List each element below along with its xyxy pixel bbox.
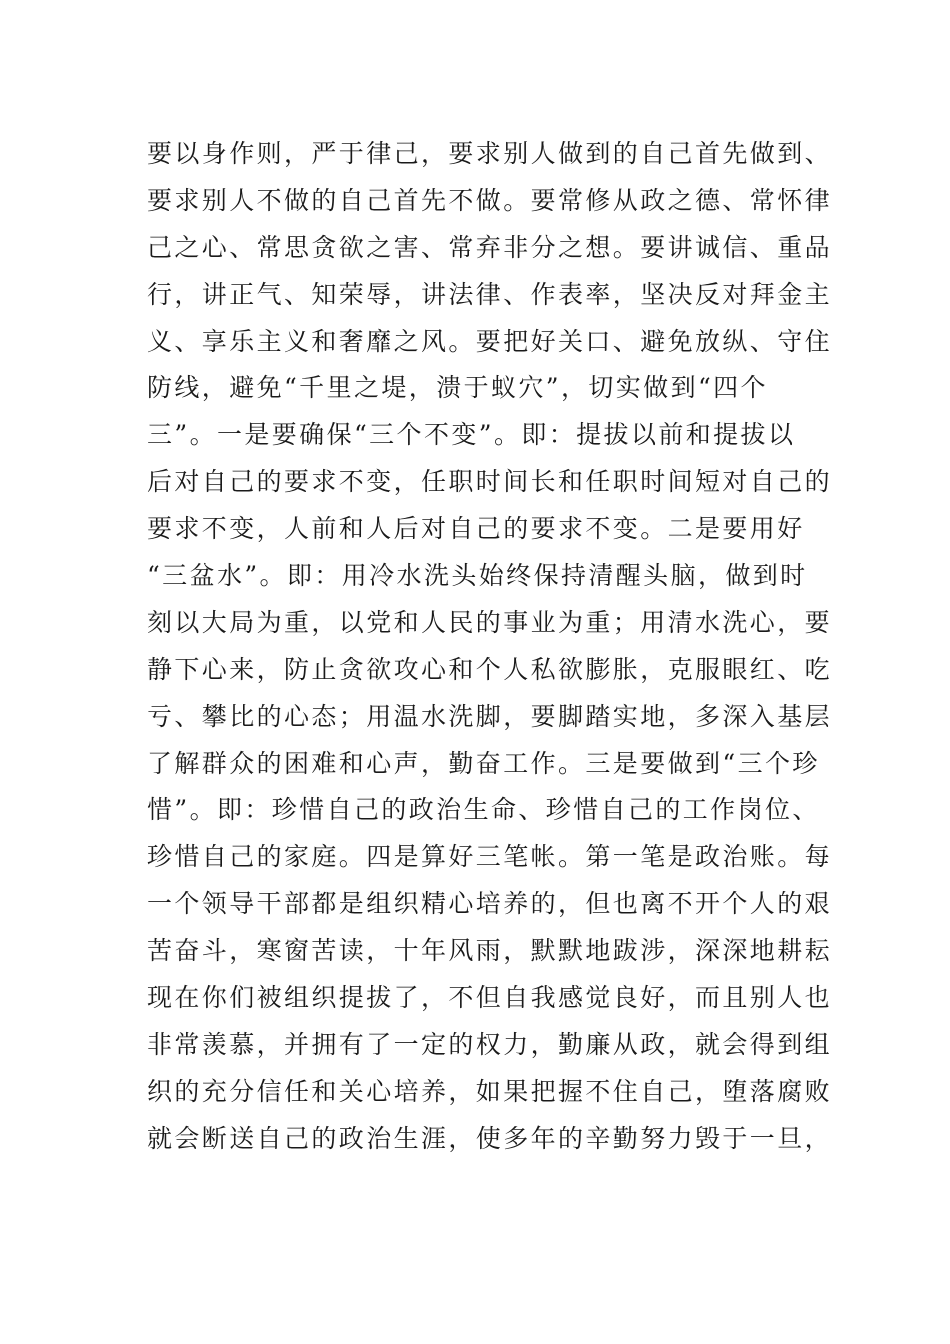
body-text xyxy=(147,131,833,1163)
text-line: 后对自己的要求不变，任职时间长和任职时间短对自己的 xyxy=(147,467,833,497)
text-line: 己之心、常思贪欲之害、常弃非分之想。要讲诚信、重品 xyxy=(147,232,833,262)
text-line: 非常羡慕，并拥有了一定的权力，勤廉从政，就会得到组 xyxy=(147,1029,833,1059)
text-line: 静下心来，防止贪欲攻心和个人私欲膨胀，克服眼红、吃 xyxy=(147,654,833,684)
text-line: 现在你们被组织提拔了，不但自我感觉良好，而且别人也 xyxy=(147,983,833,1013)
text-line: 就会断送自己的政治生涯，使多年的辛勤努力毁于一旦， xyxy=(147,1123,833,1153)
text-line: 亏、攀比的心态；用温水洗脚，要脚踏实地，多深入基层 xyxy=(147,701,833,731)
text-line: 织的充分信任和关心培养，如果把握不住自己，堕落腐败 xyxy=(147,1076,833,1106)
text-line: 要以身作则，严于律己，要求别人做到的自己首先做到、 xyxy=(147,139,833,168)
text-line: 三”。一是要确保“三个不变”。即：提拔以前和提拔以 xyxy=(147,420,796,450)
text-line: 防线，避免“千里之堤，溃于蚁穴”，切实做到“四个 xyxy=(147,373,768,403)
text-line: 义、享乐主义和奢靡之风。要把好关口、避免放纵、守住 xyxy=(147,326,833,356)
text-line: 要求不变，人前和人后对自己的要求不变。二是要用好 xyxy=(147,514,805,544)
text-line: 要求别人不做的自己首先不做。要常修从政之德、常怀律 xyxy=(147,185,833,215)
text-line: 一个领导干部都是组织精心培养的，但也离不开个人的艰 xyxy=(147,889,833,919)
text-line: “三盆水”。即：用冷水洗头始终保持清醒头脑，做到时 xyxy=(147,561,808,591)
text-line: 珍惜自己的家庭。四是算好三笔帐。第一笔是政治账。每 xyxy=(147,842,833,872)
text-line: 了解群众的困难和心声，勤奋工作。三是要做到“三个珍 xyxy=(147,748,820,778)
text-line: 行，讲正气、知荣辱，讲法律、作表率，坚决反对拜金主 xyxy=(147,279,833,309)
text-line: 刻以大局为重，以党和人民的事业为重；用清水洗心，要 xyxy=(147,607,833,637)
text-line: 苦奋斗，寒窗苦读，十年风雨，默默地跋涉，深深地耕耘 xyxy=(147,936,833,966)
text-line: 惜”。即：珍惜自己的政治生命、珍惜自己的工作岗位、 xyxy=(147,795,820,825)
